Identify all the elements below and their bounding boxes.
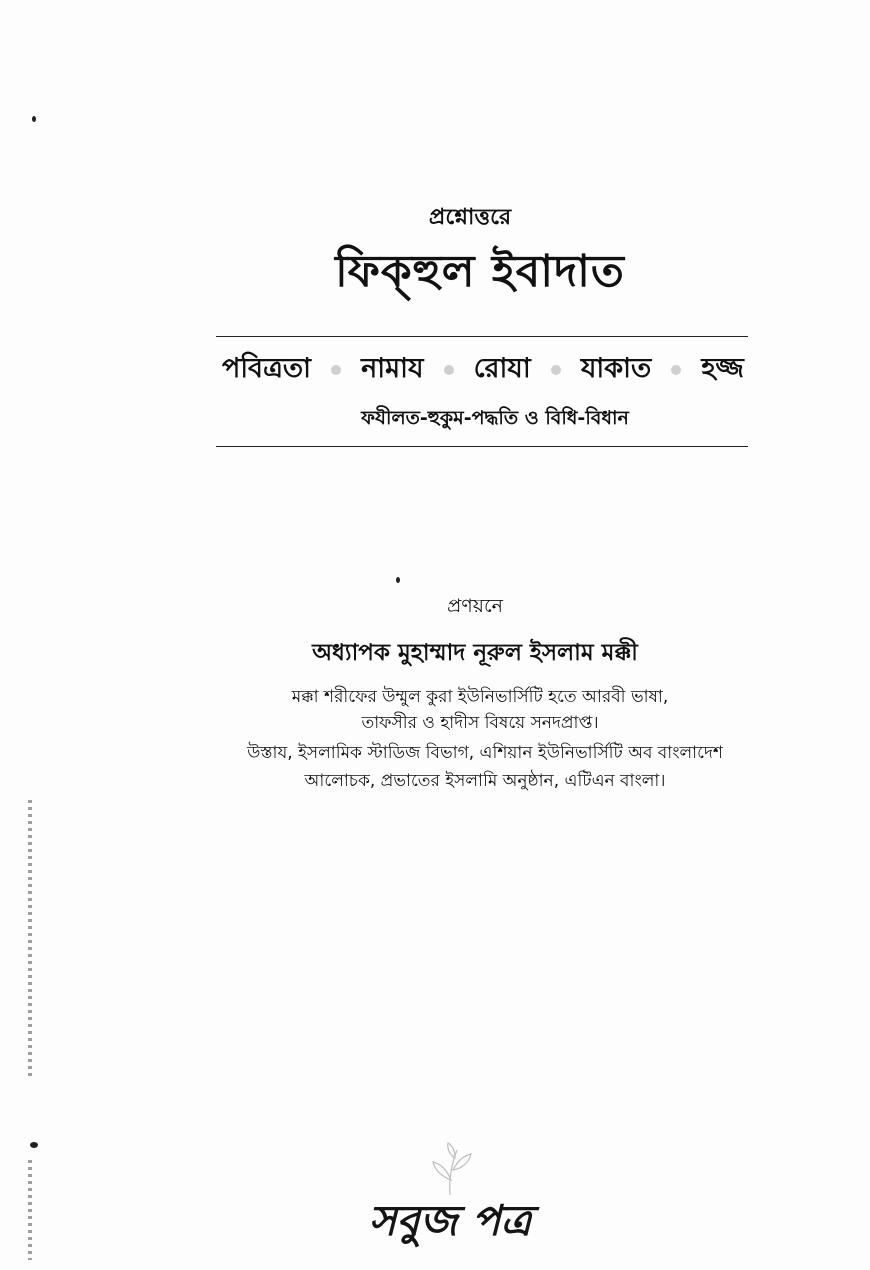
topic-hajj: হজ্জ	[701, 353, 744, 384]
topics-list	[222, 348, 744, 393]
pre-title: প্রশ্নোত্তরে	[428, 205, 512, 230]
topic-zakat: যাকাত	[580, 353, 652, 384]
dot-separator-icon	[444, 365, 454, 375]
credential-line: আলোচক, প্রভাতের ইসলামি অনুষ্ঠান, এটিএন বাংলা।	[304, 771, 666, 791]
topic-fasting: রোযা	[473, 353, 531, 384]
scan-edge-mark	[28, 800, 32, 1080]
publisher-logo	[365, 1140, 535, 1250]
dot-separator-icon	[551, 365, 561, 375]
publisher-name: সবুজ পত্র	[368, 1196, 532, 1245]
book-title: ফিক্‌হুল ইবাদাত	[335, 246, 625, 297]
scan-edge-mark	[28, 1160, 32, 1260]
scan-speck	[32, 116, 36, 122]
bottom-divider	[216, 446, 748, 447]
dot-separator-icon	[671, 365, 681, 375]
subtitle: ফযীলত-হুকুম-পদ্ধতি ও বিধি-বিধান	[361, 407, 629, 429]
credential-line: তাফসীর ও হাদীস বিষয়ে সনদপ্রাপ্ত।	[361, 713, 599, 733]
by-label: প্রণয়নে	[447, 595, 503, 617]
topic-prayer: নামায	[361, 353, 424, 384]
author-name: অধ্যাপক মুহাম্মাদ নূরুল ইসলাম মক্কী	[312, 640, 638, 666]
scan-speck	[30, 1142, 38, 1148]
dot-separator-icon	[331, 365, 341, 375]
top-divider	[216, 336, 748, 337]
scan-speck	[396, 577, 400, 583]
credential-line: মক্কা শরীফের উম্মুল কুরা ইউনিভার্সিটি হতে আরবী ভাষা,	[291, 687, 669, 707]
credential-line: উস্তায, ইসলামিক স্টাডিজ বিভাগ, এশিয়ান ইউনিভার্সিটি অব বাংলাদেশ	[247, 743, 723, 763]
topic-purity: পবিত্রতা	[222, 353, 312, 384]
